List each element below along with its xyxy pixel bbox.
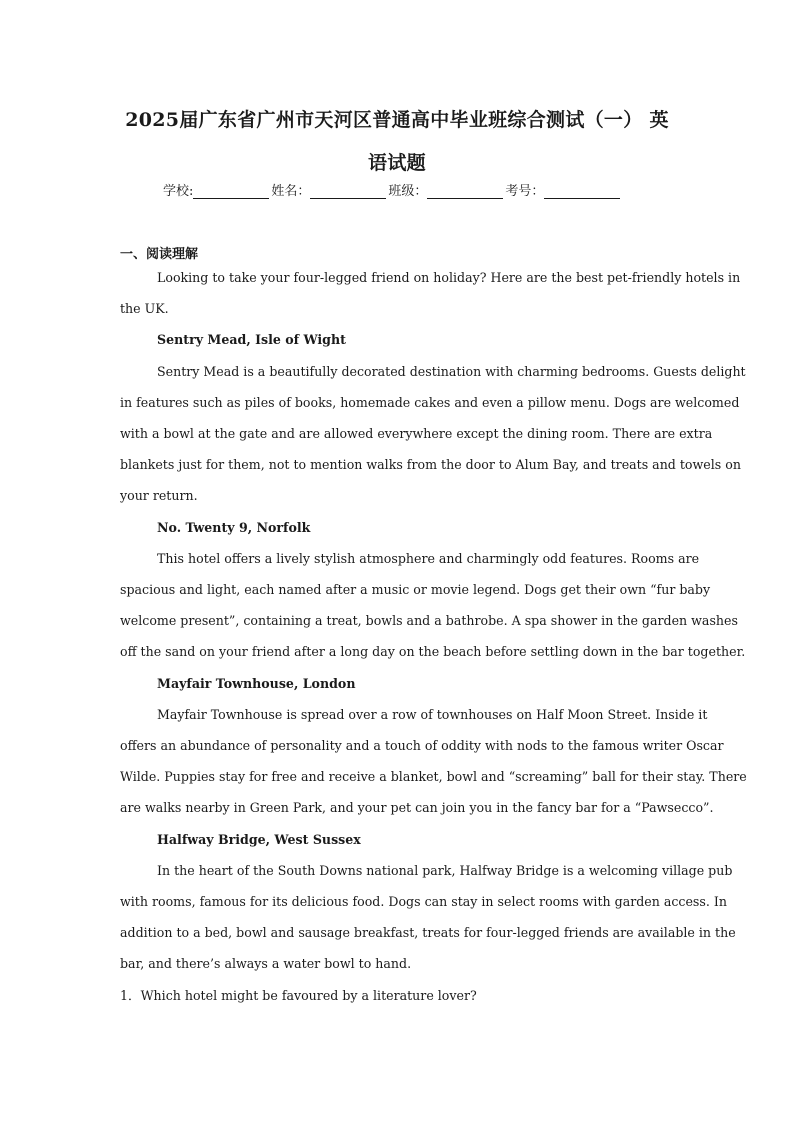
paragraph-line: In the heart of the South Downs national park, Halfway Bridge is a welcoming village pub xyxy=(157,863,733,878)
document-title-line-1: 2025届广东省广州市天河区普通高中毕业班综合测试（一） 英 xyxy=(125,109,669,131)
school-label: 学校: xyxy=(163,184,194,199)
paragraph-line: addition to a bed, bowl and sausage breakfast, treats for four-legged friends are available in the xyxy=(120,925,736,940)
hotel-name: Halfway Bridge, West Sussex xyxy=(157,832,361,847)
exam-number-label: 考号： xyxy=(505,184,545,199)
paragraph-line: Wilde. Puppies stay for free and receive a blanket, bowl and “screaming” ball for their stay. There xyxy=(120,769,747,784)
name-blank[interactable] xyxy=(310,184,386,199)
name-label: 姓名： xyxy=(271,184,311,199)
paragraph-line: bar, and there’s always a water bowl to hand. xyxy=(120,956,412,971)
hotel-name: No. Twenty 9, Norfolk xyxy=(157,520,311,535)
paragraph-line: Mayfair Townhouse is spread over a row of townhouses on Half Moon Street. Inside it xyxy=(157,707,708,722)
paragraph-line: are walks nearby in Green Park, and your pet can join you in the fancy bar for a “Pawsecco”. xyxy=(120,800,714,815)
intro-line: Looking to take your four-legged friend on holiday? Here are the best pet-friendly hotels in xyxy=(157,270,741,285)
paragraph-line: Sentry Mead is a beautifully decorated destination with charming bedrooms. Guests delight xyxy=(157,364,746,379)
question-item: 1．Which hotel might be favoured by a literature lover? xyxy=(120,988,477,1003)
paragraph-line: with a bowl at the gate and are allowed everywhere except the dining room. There are extra xyxy=(120,426,713,441)
hotel-name: Sentry Mead, Isle of Wight xyxy=(157,332,346,347)
paragraph-line: welcome present”, containing a treat, bowls and a bathrobe. A spa shower in the garden washes xyxy=(120,613,738,628)
paragraph-line: off the sand on your friend after a long day on the beach before settling down in the bar together. xyxy=(120,644,746,659)
paragraph-line: your return. xyxy=(120,488,198,503)
student-info-row xyxy=(163,180,622,199)
intro-line: the UK. xyxy=(120,301,169,316)
class-label: 班级： xyxy=(388,184,428,199)
school-blank[interactable] xyxy=(193,184,269,199)
hotel-name: Mayfair Townhouse, London xyxy=(157,676,356,691)
class-blank[interactable] xyxy=(427,184,503,199)
paragraph-line: spacious and light, each named after a music or movie legend. Dogs get their own “fur baby xyxy=(120,582,711,597)
document-title-line-2: 语试题 xyxy=(368,152,426,174)
section-heading: 一、阅读理解 xyxy=(120,247,199,262)
paragraph-line: This hotel offers a lively stylish atmosphere and charmingly odd features. Rooms are xyxy=(157,551,700,566)
exam-number-blank[interactable] xyxy=(544,184,620,199)
paragraph-line: blankets just for them, not to mention walks from the door to Alum Bay, and treats and towels on xyxy=(120,457,741,472)
paragraph-line: in features such as piles of books, homemade cakes and even a pillow menu. Dogs are welcomed xyxy=(120,395,740,410)
paragraph-line: offers an abundance of personality and a touch of oddity with nods to the famous writer Oscar xyxy=(120,738,724,753)
paragraph-line: with rooms, famous for its delicious food. Dogs can stay in select rooms with garden access. In xyxy=(120,894,727,909)
